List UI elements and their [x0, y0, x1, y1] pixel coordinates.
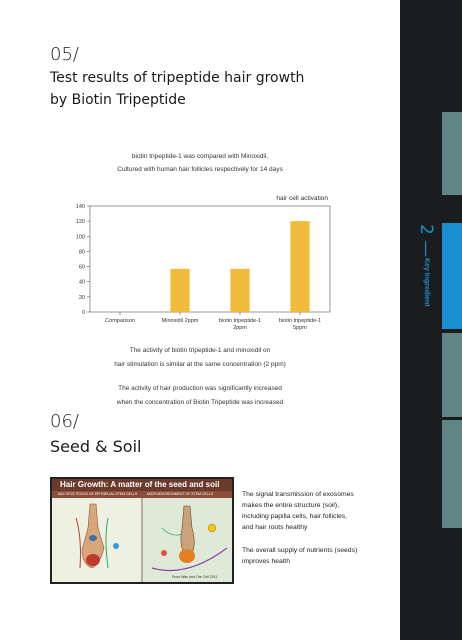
para1-line-4: and hair roots healthy [242, 524, 308, 531]
hair-follicle-illustration [52, 498, 232, 584]
y-tick-label: 80 [78, 249, 85, 256]
figure-footer: From Wan and Ore Cell 2011 [172, 575, 218, 579]
bar-3 [230, 269, 249, 312]
seed-and-soil-figure [50, 477, 234, 584]
chapter-number: 2 — [416, 224, 436, 258]
para1-line-3: including papilla cells, hair follicles, [242, 513, 348, 520]
section-06-title: Seed & Soil [50, 437, 142, 456]
x-tick-label: Minoxidil 2ppm [161, 318, 199, 324]
y-tick-label: 0 [81, 310, 85, 316]
note2-line-1: The activity of hair production was significantly increased [118, 385, 282, 392]
y-tick-label: 100 [75, 234, 85, 241]
section-06-number: 06/ [50, 411, 79, 432]
chapter-label: Key Ingredient [423, 258, 430, 307]
note2-line-2: when the concentration of Biotin Tripeptide was increased [116, 399, 284, 406]
chapter-tab-1[interactable] [442, 112, 462, 195]
chart-title: hair cell activation [276, 195, 328, 202]
x-tick-label: 2ppm [233, 325, 247, 331]
para1-line-2: makes the entire structure (soil), [242, 502, 340, 509]
x-tick-label: biotin tripeptide-1 [278, 318, 322, 324]
note1-line-1: The activity of biotin tripeptide-1 and minoxidil on [129, 347, 271, 354]
x-tick-label: Comparison [105, 318, 135, 324]
para2-line-2: improves health [242, 558, 290, 565]
intro-line-2: Cultured with human hair follicles respectively for 14 days [117, 166, 283, 173]
intro-line-1: biotin tripeptide-1 was compared with Minoxidil, [131, 153, 269, 160]
para1-line-1: The signal transmission of exosomes [242, 491, 354, 498]
y-tick-label: 60 [78, 264, 85, 271]
x-tick-label: biotin tripeptide-1 [218, 318, 262, 324]
figure-heading: Hair Growth: A matter of the seed and soil [60, 480, 220, 489]
x-tick-label: 5ppm [293, 325, 307, 331]
chapter-tab-2-active[interactable] [442, 223, 462, 329]
y-tick-label: 40 [78, 279, 85, 286]
chapter-sidebar [400, 0, 462, 640]
bar-2 [170, 269, 189, 312]
bar-4 [290, 221, 309, 312]
y-tick-label: 140 [75, 204, 85, 210]
figure-sub-left: MULTIPLE POOLS OF EPITHELIAL STEM CELLS [58, 492, 138, 496]
section-05-title-line1: Test results of tripeptide hair growth [50, 70, 305, 86]
section-05-number: 05/ [50, 44, 79, 65]
section-05-title-line2: by Biotin Tripeptide [50, 92, 186, 108]
chapter-tab-4[interactable] [442, 420, 462, 528]
hair-activation-chart [58, 190, 338, 340]
y-tick-label: 120 [75, 219, 85, 226]
para2-line-1: The overall supply of nutrients (seeds) [242, 547, 358, 554]
figure-sub-right: MICROENVIRONMENT OF STEM CELLS [147, 492, 214, 496]
y-tick-label: 20 [78, 294, 85, 301]
chapter-tab-3[interactable] [442, 333, 462, 417]
note1-line-2: hair stimulation is similar at the same concentration (2 ppm) [114, 361, 286, 368]
